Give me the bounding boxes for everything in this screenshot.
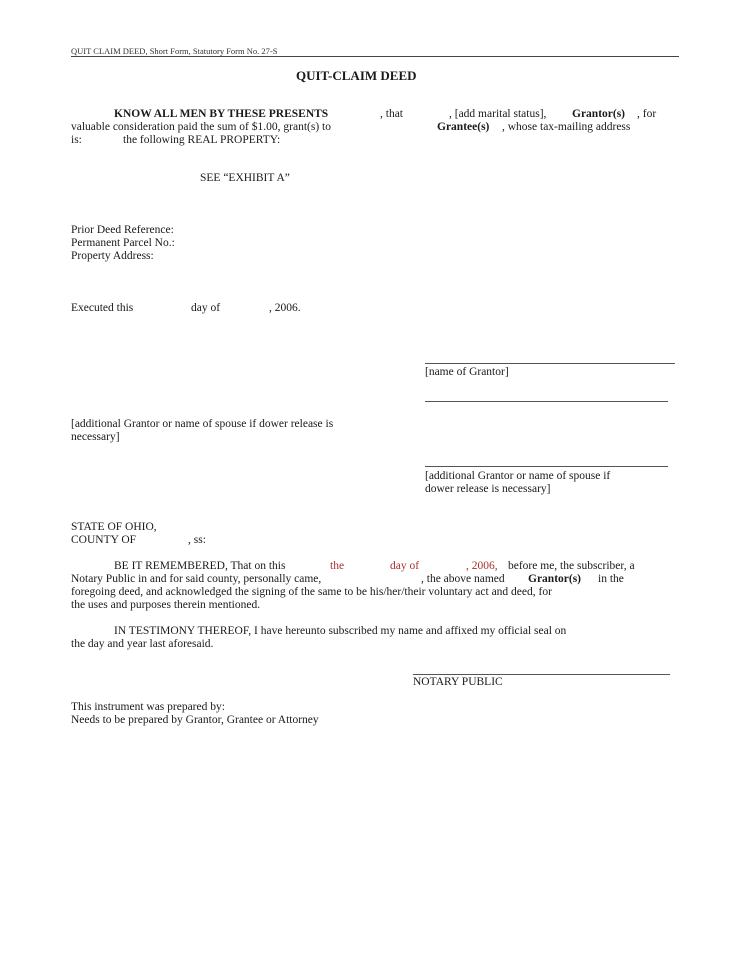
prior-deed-label: Prior Deed Reference: — [71, 224, 174, 236]
left-additional-grantor-line2: necessary] — [71, 431, 120, 443]
ack-tail: before me, the subscriber, a — [508, 560, 635, 572]
exhibit-reference: SEE “EXHIBIT A” — [200, 172, 290, 184]
grantor-signature-line — [425, 363, 675, 364]
above-named-text: , the above named — [421, 573, 505, 585]
notary-public-label: NOTARY PUBLIC — [413, 676, 503, 688]
ss-label: , ss: — [188, 534, 206, 546]
real-property-text: the following REAL PROPERTY: — [123, 134, 281, 146]
notary-public-text: Notary Public in and for said county, personally came, — [71, 573, 322, 585]
right-additional-grantor-line2: dower release is necessary] — [425, 483, 551, 495]
testimony-line1: IN TESTIMONY THEREOF, I have hereunto subscribed my name and affixed my official seal on — [114, 625, 567, 637]
uses-purposes-text: the uses and purposes therein mentioned. — [71, 599, 261, 611]
tax-mailing-text: , whose tax-mailing address — [502, 121, 631, 133]
third-signature-line — [425, 466, 668, 467]
in-the-text: in the — [598, 573, 624, 585]
document-title: QUIT-CLAIM DEED — [296, 68, 417, 83]
name-of-grantor-label: [name of Grantor] — [425, 366, 509, 378]
testimony-line2: the day and year last aforesaid. — [71, 638, 214, 650]
right-additional-grantor-line1: [additional Grantor or name of spouse if — [425, 470, 611, 482]
know-all-men-text: KNOW ALL MEN BY THESE PRESENTS — [114, 108, 329, 120]
prepared-by-label: This instrument was prepared by: — [71, 701, 225, 713]
for-text: , for — [637, 108, 657, 120]
foregoing-deed-text: foregoing deed, and acknowledged the signing of the same to be his/her/their voluntary act and deed, for — [71, 586, 552, 598]
second-signature-line — [425, 401, 668, 402]
ack-the: the — [330, 560, 345, 572]
ack-day-of: day of — [390, 560, 420, 572]
executed-year: , 2006. — [269, 302, 301, 314]
remembered-text: BE IT REMEMBERED, That on this — [114, 560, 286, 572]
ack-grantor-label: Grantor(s) — [528, 573, 582, 585]
county-label: COUNTY OF — [71, 534, 137, 546]
executed-day-of: day of — [191, 302, 221, 314]
left-additional-grantor-line1: [additional Grantor or name of spouse if dower release is — [71, 418, 334, 430]
prepared-by-note: Needs to be prepared by Grantor, Grantee or Attorney — [71, 714, 319, 726]
that-text: , that — [380, 108, 403, 120]
notary-signature-line — [413, 674, 670, 675]
header-rule — [71, 56, 679, 57]
grantee-label: Grantee(s) — [437, 121, 490, 133]
ack-year: , 2006, — [466, 560, 498, 572]
grantor-label: Grantor(s) — [572, 108, 626, 120]
property-address-label: Property Address: — [71, 250, 154, 262]
state-label: STATE OF OHIO, — [71, 521, 157, 533]
marital-status-text: , [add marital status], — [449, 108, 547, 120]
is-text: is: — [71, 134, 82, 146]
executed-label: Executed this — [71, 302, 134, 314]
parcel-label: Permanent Parcel No.: — [71, 237, 175, 249]
form-header: QUIT CLAIM DEED, Short Form, Statutory Form No. 27-S — [71, 46, 278, 56]
consideration-text: valuable consideration paid the sum of $1.00, grant(s) to — [71, 121, 331, 133]
